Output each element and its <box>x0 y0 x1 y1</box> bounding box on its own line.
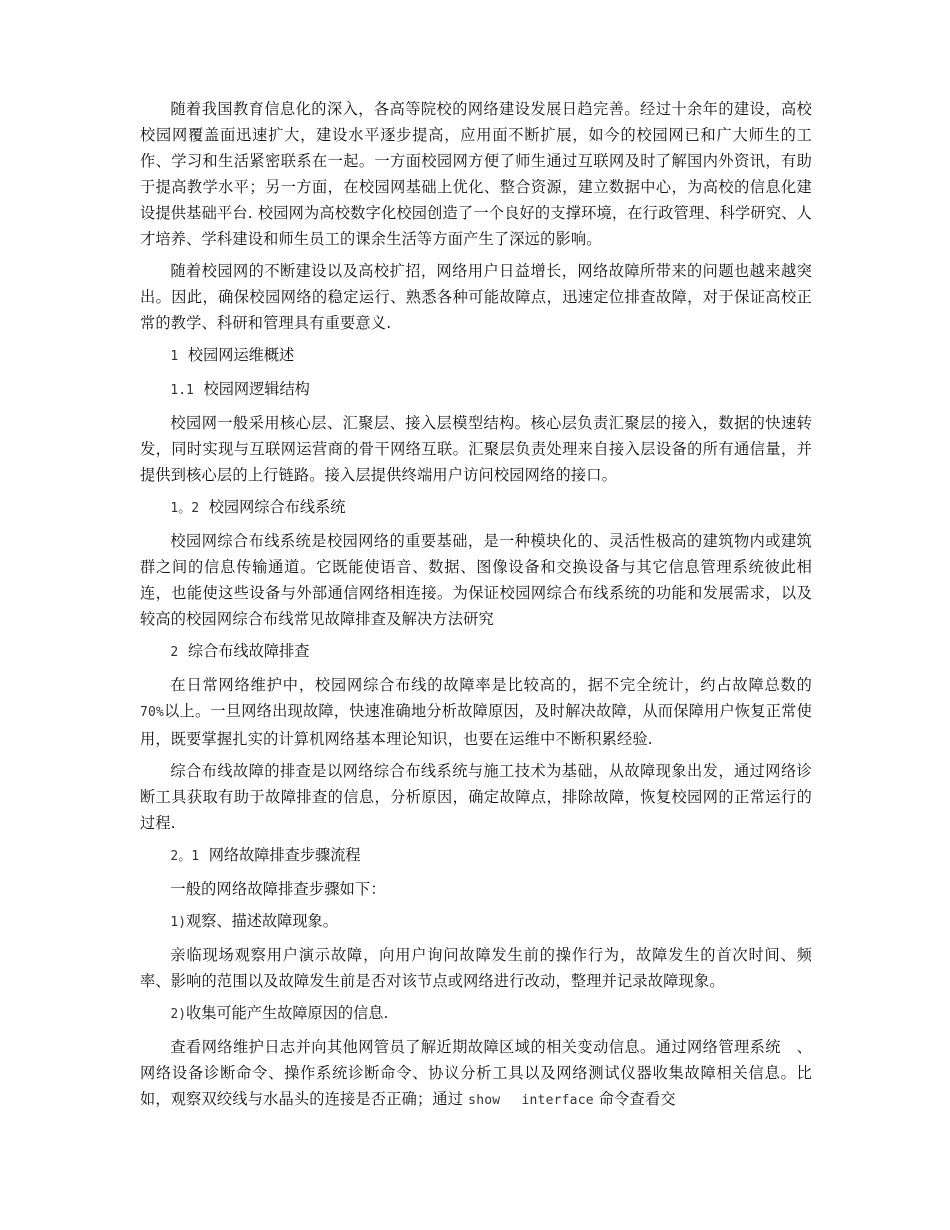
paragraph-step-1-detail: 亲临现场观察用户演示故障，向用户询问故障发生前的操作行为，故障发生的首次时间、频率、影响的范围以及故障发生前是否对该节点或网络进行改动，整理并记录故障现象。 <box>140 946 812 990</box>
section-title: 网络故障排查步骤流程 <box>208 846 361 864</box>
paragraph-logical-structure: 校园网一般采用核心层、汇聚层、接入层模型结构。核心层负责汇聚层的接入，数据的快速转发，同时实现与互联网运营商的骨干网络互联。汇聚层负责处理来自接入层设备的所有通信量，并提供到核心层的上行链路。接入层提供终端用户访问校园网络的接口。 <box>140 414 812 484</box>
command-text: show interface <box>468 1093 594 1108</box>
percentage-value: 70% <box>140 705 165 720</box>
section-title: 校园网综合布线系统 <box>208 498 346 516</box>
section-number: 1。2 <box>170 501 200 516</box>
step-number: 2) <box>170 1007 187 1022</box>
paragraph-text: 查看网络维护日志并向其他网管员了解近期故障区域的相关变动信息。通过网络管理系统 、网络设备诊断命令、操作系统诊断命令、协议分析工具以及网络测试仪器收集故障相关信息。比如，观察双绞线与水晶头的连接是否正确；通过 <box>140 1038 812 1108</box>
paragraph-step-2-detail <box>140 1034 812 1114</box>
section-heading-1-1 <box>140 376 812 404</box>
section-heading-1-2 <box>140 494 812 522</box>
section-title: 校园网逻辑结构 <box>203 380 310 398</box>
paragraph-intro: 随着我国教育信息化的深入，各高等院校的网络建设发展日趋完善。经过十余年的建设，高校校园网覆盖面迅速扩大，建设水平逐步提高，应用面不断扩展，如今的校园网已和广大师生的工作、学习和生活紧密联系在一起。一方面校园网方便了师生通过互联网及时了解国内外资讯，有助于提高教学水平；另一方面，在校园网基础上优化、整合资源，建立数据中心，为高校的信息化建设提供基础平台. 校园网为高校数字化校园创造了一个良好的支撑环境，在行政管理、科学研究、人才培养、学科建设和师生员工的课余生活等方面产生了深远的影响。 <box>140 100 812 248</box>
step-item-2 <box>140 1000 812 1028</box>
paragraph-text: 在日常网络维护中，校园网综合布线的故障率是比较高的，据不完全统计，约占故障总数的 <box>170 676 812 694</box>
section-number: 2 <box>170 645 179 660</box>
step-text: 观察、描述故障现象。 <box>186 912 338 930</box>
step-item-1 <box>140 908 812 936</box>
section-heading-1 <box>140 342 812 370</box>
paragraph-text: 命令查看交 <box>593 1090 676 1108</box>
section-number: 2。1 <box>170 849 200 864</box>
step-number: 1) <box>170 915 187 930</box>
paragraph-cabling-system: 校园网综合布线系统是校园网络的重要基础，是一种模块化的、灵活性极高的建筑物内或建筑群之间的信息传输通道。它既能使语音、数据、图像设备和交换设备与其它信息管理系统彼此相连，也能使这些设备与外部通信网络相连接。为保证校园网综合布线系统的功能和发展需求，以及较高的校园网综合布线常见故障排查及解决方法研究 <box>140 532 812 628</box>
paragraph-fault-rate <box>140 672 812 752</box>
section-heading-2-1 <box>140 842 812 870</box>
paragraph-background: 随着校园网的不断建设以及高校扩招，网络用户日益增长，网络故障所带来的问题也越来越突出。因此，确保校园网络的稳定运行、熟悉各种可能故障点，迅速定位排查故障，对于保证高校正常的教学、科研和管理具有重要意义. <box>140 262 812 332</box>
step-text: 收集可能产生故障原因的信息. <box>186 1004 389 1022</box>
section-title: 校园网运维概述 <box>187 346 295 364</box>
section-number: 1.1 <box>170 383 194 398</box>
paragraph-text: 以上。一旦网络出现故障，快速准确地分析故障原因，及时解决故障，从而保障用户恢复正常使用，既要掌握扎实的计算机网络基本理论知识，也要在运维中不断积累经验. <box>140 702 812 748</box>
section-number: 1 <box>170 349 179 364</box>
paragraph-troubleshooting-definition: 综合布线故障的排查是以网络综合布线系统与施工技术为基础，从故障现象出发，通过网络诊断工具获取有助于故障排查的信息，分析原因，确定故障点，排除故障，恢复校园网的正常运行的过程. <box>140 762 812 832</box>
section-title: 综合布线故障排查 <box>187 642 310 660</box>
document-page <box>140 96 812 1120</box>
section-heading-2 <box>140 638 812 666</box>
paragraph-steps-intro: 一般的网络故障排查步骤如下： <box>170 880 386 898</box>
